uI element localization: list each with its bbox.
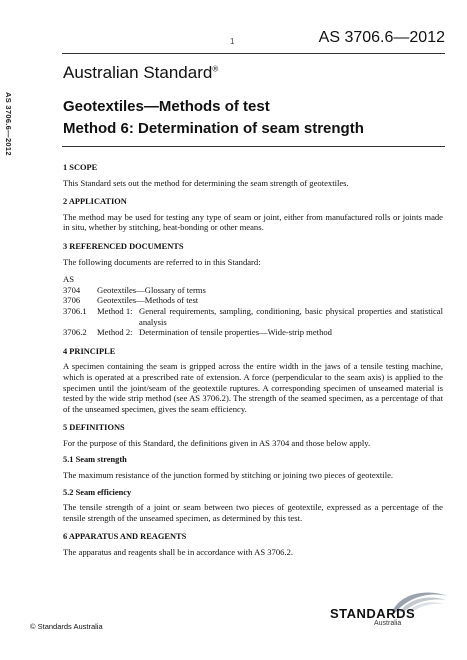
reference-row (63, 295, 443, 306)
section-heading: 3 REFERENCED DOCUMENTS (63, 241, 184, 251)
page-number: 1 (230, 37, 235, 46)
section-text: For the purpose of this Standard, the definitions given in AS 3704 and those below apply. (63, 437, 371, 448)
reference-number: 3706.2 (63, 327, 87, 338)
section-apparatus (63, 532, 443, 557)
standard-code: AS 3706.6—2012 (318, 29, 445, 46)
subsection-heading: 5.2 Seam efficiency (63, 487, 132, 497)
standards-australia-logo (330, 586, 450, 636)
section-principle (63, 347, 443, 415)
logo-subtext: Australia (374, 620, 402, 627)
section-heading: 5 DEFINITIONS (63, 423, 125, 433)
side-standard-label: AS 3706.6—2012 (4, 92, 13, 156)
brand-name: Australian Standard (63, 63, 213, 82)
section-heading: 4 PRINCIPLE (63, 346, 116, 356)
reference-row (63, 327, 443, 338)
copyright-notice: © Standards Australia (30, 622, 103, 631)
document-body (63, 163, 443, 567)
logo-wordmark: STANDARDS (330, 606, 416, 621)
reference-title: Geotextiles—Methods of test (97, 295, 199, 306)
document-title (63, 96, 364, 140)
section-text: The method may be used for testing any type of seam or joint, either from manufactured rolls or joints made in situ, whether by stitching, heat-bonding or other means. (63, 211, 443, 233)
registered-mark: ® (212, 64, 219, 74)
subsection-heading: 5.1 Seam strength (63, 455, 127, 465)
section-references (63, 242, 443, 338)
title-divider (62, 146, 445, 147)
reference-title: General requirements, sampling, conditioning, basic physical properties and statistical analysis (139, 305, 443, 327)
title-line-1: Geotextiles—Methods of test (63, 98, 270, 115)
section-heading: 2 APPLICATION (63, 197, 127, 207)
reference-group-row (63, 274, 443, 285)
section-heading: 6 APPARATUS AND REAGENTS (63, 532, 187, 542)
reference-group: AS (63, 274, 74, 285)
section-heading: 1 SCOPE (63, 163, 98, 172)
section-application (63, 197, 443, 233)
section-definitions (63, 423, 443, 523)
reference-title: Determination of tensile properties—Wide-strip method (139, 327, 332, 338)
title-line-2: Method 6: Determination of seam strength (63, 120, 364, 137)
reference-method: Method 2: (97, 327, 133, 338)
reference-table (63, 274, 443, 338)
section-text: This Standard sets out the method for determining the seam strength of geotextiles. (63, 177, 349, 188)
section-scope (63, 163, 443, 188)
reference-row (63, 285, 443, 296)
reference-method: Method 1: (97, 305, 133, 316)
section-text: A specimen containing the seam is gripped across the entire width in the jaws of a tensile testing machine, which is operated at a prescribed rate of extension. A force (perpendicular to the seam axis) is applied to the specimen until the joint/seam of the geotextile ruptures. A corresponding specimen of unseamed material is tested by the wide strip method (see AS 3706.2). The strength of the seamed specimen, as a percentage of that of the unseamed specimen, gives the seam efficiency. (63, 361, 443, 414)
section-text: The apparatus and reagents shall be in accordance with AS 3706.2. (63, 547, 294, 558)
reference-number: 3706 (63, 295, 81, 306)
reference-row (63, 306, 443, 327)
reference-number: 3704 (63, 284, 81, 295)
section-text: The following documents are referred to in this Standard: (63, 256, 261, 267)
subsection-text: The tensile strength of a joint or seam between two pieces of geotextile, expressed as a percentage of the tensile strength of the unseamed specimen, as determined by this test. (63, 502, 443, 523)
reference-title: Geotextiles—Glossary of terms (97, 284, 206, 295)
brand-title (63, 63, 218, 83)
header-divider (62, 53, 445, 54)
subsection-text: The maximum resistance of the junction formed by stitching or joining two pieces of geotextile. (63, 470, 394, 481)
reference-number: 3706.1 (63, 305, 87, 316)
